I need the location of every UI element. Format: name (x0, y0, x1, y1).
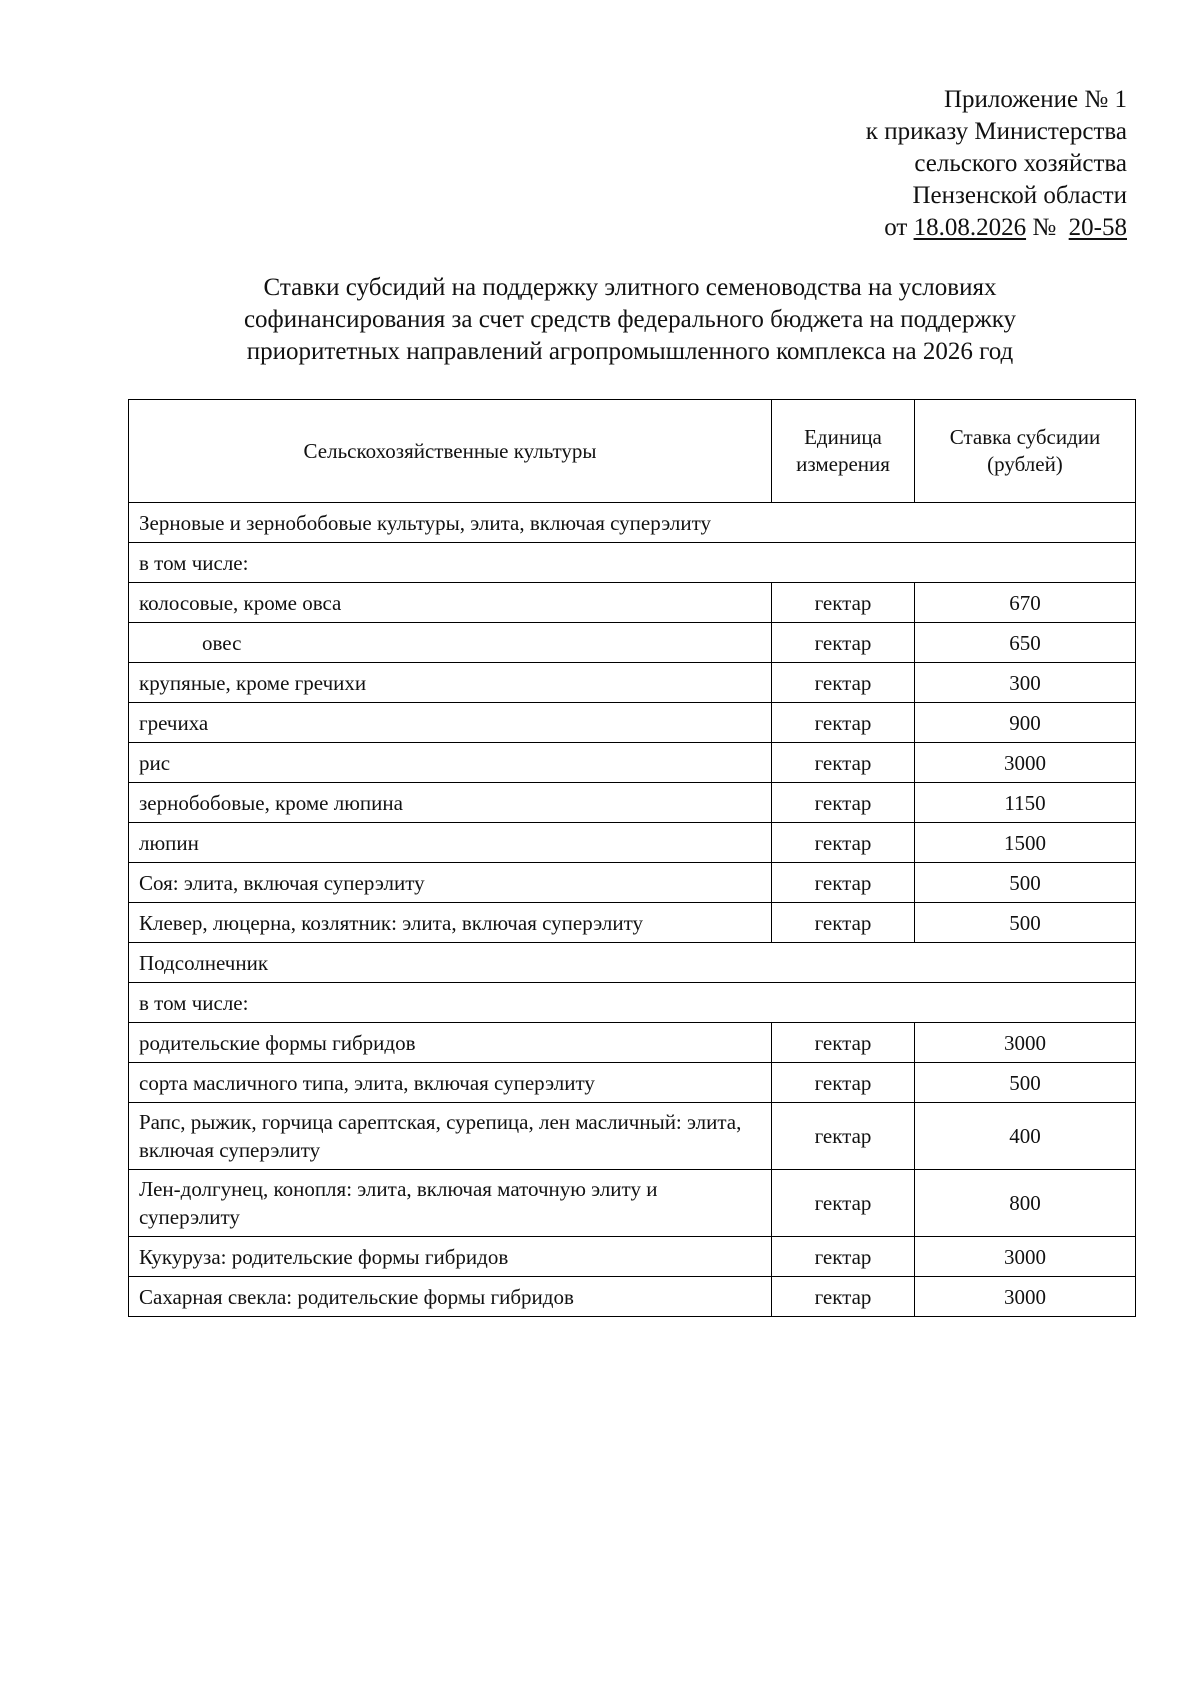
row-subgroup-label: в том числе: (129, 543, 1136, 583)
unit-cell: гектар (772, 703, 915, 743)
unit-cell: гектар (772, 823, 915, 863)
table-row (129, 983, 1136, 1023)
unit-cell: гектар (772, 623, 915, 663)
crop-cell: зернобобовые, кроме люпина (129, 783, 772, 823)
unit-cell: гектар (772, 1103, 915, 1170)
appendix-header (600, 84, 1127, 244)
appendix-order-ref: к приказу Министерства (865, 118, 1127, 145)
table-row (129, 1023, 1136, 1063)
appendix-date-line (600, 212, 1127, 244)
rate-cell: 500 (915, 863, 1136, 903)
unit-cell: гектар (772, 783, 915, 823)
crop-cell: Соя: элита, включая суперэлиту (129, 863, 772, 903)
crop-cell: Кукуруза: родительские формы гибридов (129, 1237, 772, 1277)
crop-cell: люпин (129, 823, 772, 863)
appendix-ministry: сельского хозяйства (914, 150, 1127, 177)
rate-cell: 400 (915, 1103, 1136, 1170)
rate-cell: 300 (915, 663, 1136, 703)
crop-cell: Лен-долгунец, конопля: элита, включая маточную элиту и суперэлиту (129, 1170, 772, 1237)
rate-cell: 3000 (915, 1237, 1136, 1277)
table-row (129, 823, 1136, 863)
unit-cell: гектар (772, 1237, 915, 1277)
unit-cell: гектар (772, 903, 915, 943)
rate-cell: 800 (915, 1170, 1136, 1237)
order-number: 20-58 (1068, 214, 1127, 241)
rate-cell: 1500 (915, 823, 1136, 863)
table-row (129, 503, 1136, 543)
rate-cell: 670 (915, 583, 1136, 623)
table-row (129, 623, 1136, 663)
table-row (129, 663, 1136, 703)
order-date: 18.08.2026 (913, 214, 1027, 241)
unit-cell: гектар (772, 1063, 915, 1103)
table-row (129, 543, 1136, 583)
appendix-region: Пензенской области (912, 182, 1127, 209)
row-subgroup-label: в том числе: (129, 983, 1136, 1023)
table-row (129, 1063, 1136, 1103)
unit-cell: гектар (772, 1170, 915, 1237)
title-line-1: Ставки субсидий на поддержку элитного семеноводства на условиях (263, 274, 997, 301)
table-row (129, 743, 1136, 783)
table-row (129, 1103, 1136, 1170)
table-row (129, 783, 1136, 823)
title-line-3: приоритетных направлений агропромышленного комплекса на 2026 год (246, 338, 1014, 365)
crop-cell: Сахарная свекла: родительские формы гибридов (129, 1277, 772, 1317)
unit-cell: гектар (772, 1277, 915, 1317)
table-row (129, 863, 1136, 903)
rate-cell: 500 (915, 1063, 1136, 1103)
rate-cell: 500 (915, 903, 1136, 943)
rate-cell: 3000 (915, 743, 1136, 783)
header-unit: Единица измерения (772, 400, 915, 503)
crop-cell: сорта масличного типа, элита, включая суперэлиту (129, 1063, 772, 1103)
table-row (129, 943, 1136, 983)
crop-cell: Клевер, люцерна, козлятник: элита, включая суперэлиту (129, 903, 772, 943)
rate-cell: 650 (915, 623, 1136, 663)
crop-cell: колосовые, кроме овса (129, 583, 772, 623)
title-line-2: софинансирования за счет средств федерального бюджета на поддержку (243, 306, 1017, 333)
crop-cell: гречиха (129, 703, 772, 743)
unit-cell: гектар (772, 663, 915, 703)
table-row (129, 583, 1136, 623)
rate-cell: 1150 (915, 783, 1136, 823)
unit-cell: гектар (772, 1023, 915, 1063)
row-group-label: Подсолнечник (129, 943, 1136, 983)
rate-cell: 3000 (915, 1277, 1136, 1317)
crop-cell: овес (129, 623, 772, 663)
rate-cell: 3000 (915, 1023, 1136, 1063)
rate-cell: 900 (915, 703, 1136, 743)
document-title (130, 272, 1130, 368)
header-rate: Ставка субсидии (рублей) (915, 400, 1136, 503)
unit-cell: гектар (772, 743, 915, 783)
appendix-number: Приложение № 1 (943, 86, 1127, 113)
crop-cell: крупяные, кроме гречихи (129, 663, 772, 703)
table-row (129, 703, 1136, 743)
table-header-row (129, 400, 1136, 503)
unit-cell: гектар (772, 583, 915, 623)
table-row (129, 1277, 1136, 1317)
date-prefix: от (884, 214, 908, 241)
table-row (129, 1237, 1136, 1277)
header-crop: Сельскохозяйственные культуры (129, 400, 772, 503)
unit-cell: гектар (772, 863, 915, 903)
table-row (129, 903, 1136, 943)
table-row (129, 1170, 1136, 1237)
crop-cell: рис (129, 743, 772, 783)
row-group-label: Зерновые и зернобобовые культуры, элита, включая суперэлиту (129, 503, 1136, 543)
crop-cell: родительские формы гибридов (129, 1023, 772, 1063)
number-sign: № (1032, 214, 1057, 241)
crop-cell: Рапс, рыжик, горчица сарептская, сурепица, лен масличный: элита, включая суперэлиту (129, 1103, 772, 1170)
subsidy-rates-table (128, 399, 1136, 1317)
